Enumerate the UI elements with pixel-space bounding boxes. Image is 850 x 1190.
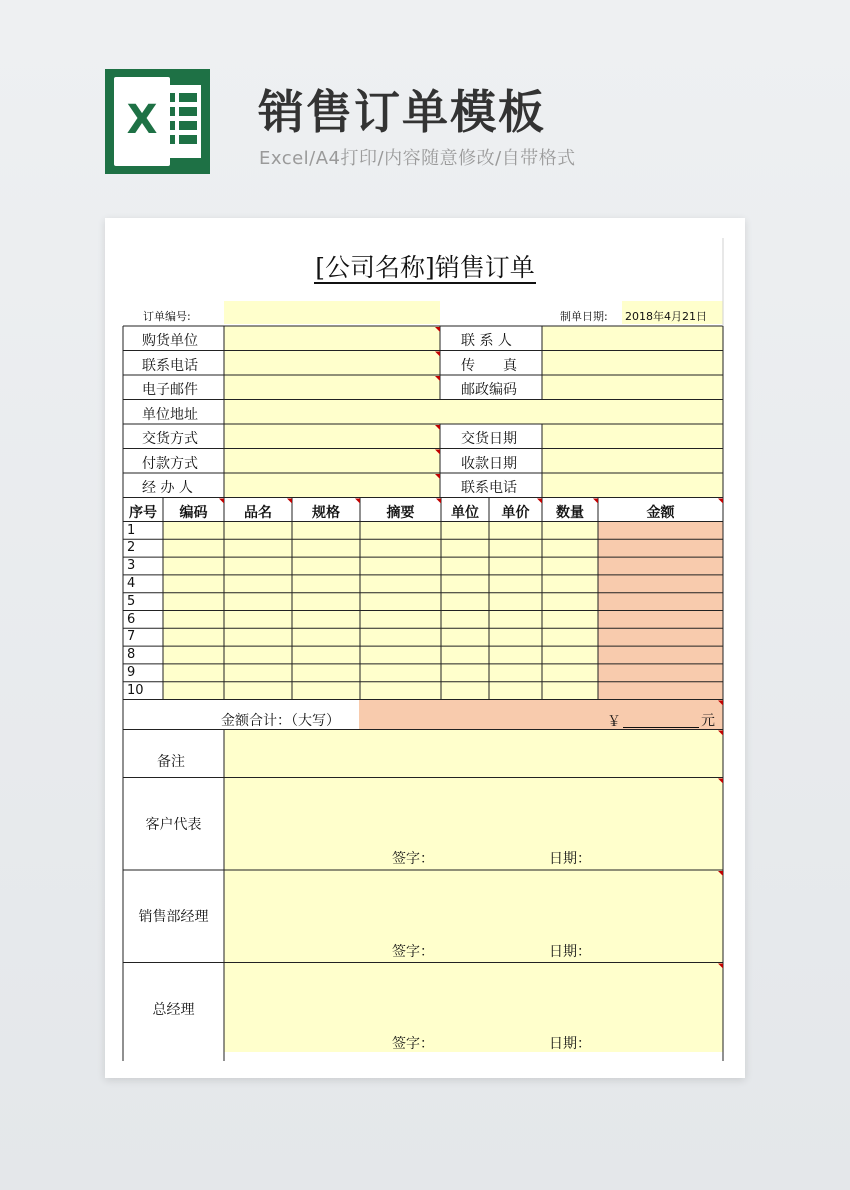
table-row[interactable] <box>163 575 723 593</box>
date-label: 制单日期: <box>560 310 608 323</box>
order-no-field[interactable] <box>224 301 440 324</box>
info-label-left: 交货方式 <box>142 431 198 447</box>
order-sheet <box>105 218 745 1078</box>
column-header: 单位 <box>451 504 479 521</box>
info-field-left[interactable] <box>224 375 440 400</box>
info-label-right: 邮政编码 <box>461 382 517 398</box>
info-label-right: 交货日期 <box>461 431 517 447</box>
info-field-right[interactable] <box>542 375 723 400</box>
info-label-left: 付款方式 <box>142 455 198 472</box>
row-number: 4 <box>127 575 136 591</box>
signoff-field[interactable] <box>224 778 723 847</box>
remarks-field[interactable] <box>224 738 721 782</box>
info-label-left: 电子邮件 <box>142 382 198 398</box>
page-title: 销售订单模板 <box>258 85 546 139</box>
signoff-date-label: 日期： <box>549 1036 591 1052</box>
column-header: 单价 <box>501 504 530 521</box>
table-row[interactable] <box>163 522 723 540</box>
signature-label: 签字： <box>392 851 434 867</box>
yuan-label: 元 <box>701 713 715 729</box>
order-no-label: 订单编号: <box>143 310 191 323</box>
table-row[interactable] <box>163 646 723 664</box>
info-label-left: 购货单位 <box>142 333 198 349</box>
row-number: 10 <box>127 682 144 698</box>
info-field-left[interactable] <box>224 351 440 376</box>
info-field-right[interactable] <box>542 326 723 351</box>
info-field-left[interactable] <box>224 400 723 425</box>
info-field-right[interactable] <box>542 351 723 376</box>
row-number: 1 <box>127 522 136 538</box>
date-value[interactable]: 2018年4月21日 <box>625 310 707 323</box>
info-label-left: 经 办 人 <box>142 480 193 496</box>
yen-symbol: ￥ <box>607 714 621 730</box>
info-field-right[interactable] <box>542 473 723 498</box>
row-number: 6 <box>127 611 136 627</box>
info-label-right: 联系电话 <box>461 480 517 496</box>
table-row[interactable] <box>163 539 723 557</box>
column-header: 品名 <box>244 504 272 521</box>
info-field-left[interactable] <box>224 424 440 449</box>
info-field-right[interactable] <box>542 424 723 449</box>
info-field-left[interactable] <box>224 449 440 474</box>
order-title-text: [公司名称]销售订单 <box>315 253 535 282</box>
info-field-left[interactable] <box>224 473 440 498</box>
table-row[interactable] <box>163 593 723 611</box>
table-row[interactable] <box>163 664 723 682</box>
column-header: 摘要 <box>386 504 415 521</box>
column-header: 序号 <box>129 504 157 521</box>
column-header: 规格 <box>312 504 340 521</box>
page-subtitle: Excel/A4打印/内容随意修改/自带格式 <box>259 148 576 169</box>
signature-label: 签字： <box>392 1036 434 1052</box>
row-number: 2 <box>127 540 136 556</box>
excel-icon <box>105 69 210 174</box>
signoff-field[interactable] <box>224 963 723 1032</box>
column-header: 编码 <box>179 504 208 521</box>
signoff-label: 销售部经理 <box>138 909 209 926</box>
table-row[interactable] <box>163 557 723 575</box>
row-number: 3 <box>127 558 136 574</box>
info-label-right: 联 系 人 <box>461 333 512 349</box>
row-number: 7 <box>127 629 136 645</box>
info-label-left: 单位地址 <box>142 406 198 423</box>
excel-x-letter: X <box>126 97 158 143</box>
remarks-label: 备注 <box>157 754 185 770</box>
column-header: 金额 <box>646 504 675 521</box>
excel-x-badge <box>114 77 170 166</box>
info-label-right: 传 真 <box>461 357 517 374</box>
signoff-field[interactable] <box>224 870 723 939</box>
info-label-left: 联系电话 <box>142 357 198 374</box>
row-number: 9 <box>127 664 136 680</box>
total-label: 金额合计：（大写） <box>221 713 340 729</box>
table-row[interactable] <box>163 628 723 646</box>
signoff-label: 客户代表 <box>145 816 202 833</box>
signature-label: 签字： <box>392 943 434 960</box>
order-title <box>105 248 745 284</box>
signoff-date-label: 日期： <box>549 851 591 867</box>
table-row[interactable] <box>163 611 723 629</box>
info-field-left[interactable] <box>224 326 440 351</box>
row-number: 5 <box>127 593 136 609</box>
signoff-date-label: 日期： <box>549 943 591 960</box>
table-row[interactable] <box>163 682 723 700</box>
column-header: 数量 <box>556 504 584 521</box>
info-field-right[interactable] <box>542 449 723 474</box>
info-label-right: 收款日期 <box>461 455 517 472</box>
row-number: 8 <box>127 647 136 663</box>
total-amount-field[interactable] <box>623 711 699 728</box>
signoff-label: 总经理 <box>152 1001 195 1018</box>
